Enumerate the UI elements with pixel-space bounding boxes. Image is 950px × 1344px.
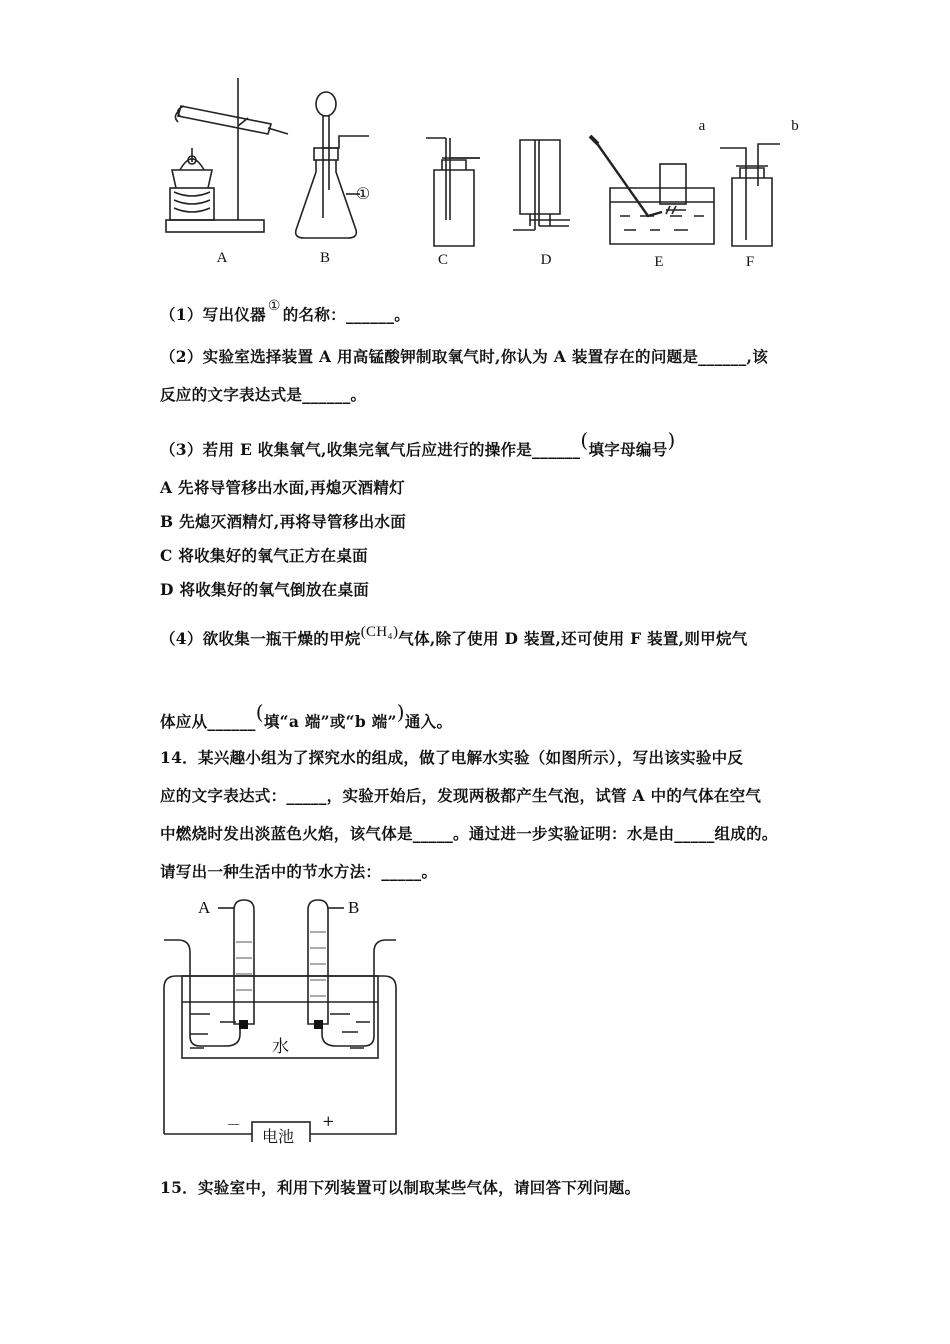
- q13-part4-line1: [160, 624, 748, 649]
- q13-p4-text-a: （4）欲收集一瓶干燥的甲烷: [160, 629, 361, 648]
- apparatus-a-drawing: [166, 78, 288, 232]
- electrolysis-drawing: [160, 892, 410, 1142]
- apparatus-label-a: A: [216, 250, 228, 266]
- q13-p1-circled: ①: [267, 298, 281, 314]
- q13-part2-line1: （2）实验室选择装置 A 用高锰酸钾制取氧气时,你认为 A 装置存在的问题是______,该: [160, 347, 769, 366]
- q13-p1-text-a: （1）写出仪器: [160, 305, 266, 324]
- q13-option-a: A 先将导管移出水面,再熄灭酒精灯: [160, 478, 405, 497]
- q13-part2-line2: 反应的文字表达式是______。: [160, 385, 367, 404]
- apparatus-label-c: C: [437, 252, 448, 268]
- q13-option-c: C 将收集好的氧气正方在桌面: [160, 546, 368, 565]
- q13-option-b: B 先熄灭酒精灯,再将导管移出水面: [160, 512, 406, 531]
- q13-p4-text-d: 填“a 端”或“b 端”: [263, 712, 397, 731]
- q15-line: 15．实验室中，利用下列装置可以制取某些气体，请回答下列问题。: [160, 1178, 641, 1197]
- electrolysis-label-battery: 电池: [262, 1127, 295, 1146]
- apparatus-c-drawing: [426, 138, 480, 246]
- q13-p4-text-e: 通入。: [404, 712, 453, 731]
- electrolysis-label-minus: －: [226, 1116, 242, 1134]
- q14-line4: 请写出一种生活中的节水方法：_____。: [160, 862, 438, 881]
- q14-line3: 中燃烧时发出淡蓝色火焰，该气体是_____。通过进一步实验证明：水是由_____组成的。: [160, 824, 778, 843]
- q13-p1-text-b: 的名称：: [282, 305, 346, 324]
- apparatus-end-a: a: [698, 118, 706, 134]
- q13-part3: [160, 428, 676, 460]
- electrolysis-label-a: A: [198, 898, 211, 917]
- electrolysis-figure: [160, 892, 410, 1146]
- apparatus-end-b: b: [791, 118, 799, 134]
- q14-line2: 应的文字表达式：_____，实验开始后，发现两极都产生气泡，试管 A 中的气体在空气: [160, 786, 762, 805]
- apparatus-label-e: E: [654, 254, 664, 270]
- apparatus-label-b: B: [319, 250, 330, 266]
- apparatus-b-drawing: [296, 92, 369, 238]
- q13-p3-paren-open: (: [580, 428, 589, 452]
- apparatus-figure: [150, 70, 810, 280]
- q13-p3-text-b: 填字母编号: [588, 440, 668, 459]
- q13-p4-paren-close: ): [396, 700, 405, 724]
- q14-line1: 14．某兴趣小组为了探究水的组成，做了电解水实验（如图所示），写出该实验中反: [160, 748, 744, 767]
- electrolysis-label-water: 水: [272, 1037, 289, 1057]
- apparatus-e-drawing: [590, 136, 714, 244]
- electrolysis-label-b: B: [348, 898, 360, 917]
- q13-p1-blank: ______: [345, 305, 395, 324]
- apparatus-drawing: [150, 70, 810, 280]
- electrolysis-label-plus: +: [322, 1112, 335, 1130]
- apparatus-label-f: F: [745, 254, 755, 270]
- apparatus-marker-1: ①: [355, 186, 371, 203]
- q13-p3-text-a: （3）若用 E 收集氧气,收集完氧气后应进行的操作是______: [160, 440, 581, 459]
- q13-p4-paren-open: (: [255, 700, 264, 724]
- apparatus-d-drawing: [513, 140, 570, 230]
- q13-option-d: D 将收集好的氧气倒放在桌面: [160, 580, 370, 599]
- q13-part1: [160, 298, 410, 325]
- apparatus-label-d: D: [540, 252, 552, 268]
- q13-p1-text-c: 。: [394, 305, 411, 324]
- apparatus-f-drawing: [720, 144, 780, 246]
- q13-p4-text-c: 体应从______: [160, 712, 256, 731]
- q13-p3-paren-close: ): [667, 428, 676, 452]
- q13-part4-line2: [160, 700, 452, 732]
- q13-p4-text-b: 气体,除了使用 D 装置,还可使用 F 装置,则甲烷气: [398, 629, 748, 648]
- q13-p4-formula: (CH₄): [360, 624, 399, 640]
